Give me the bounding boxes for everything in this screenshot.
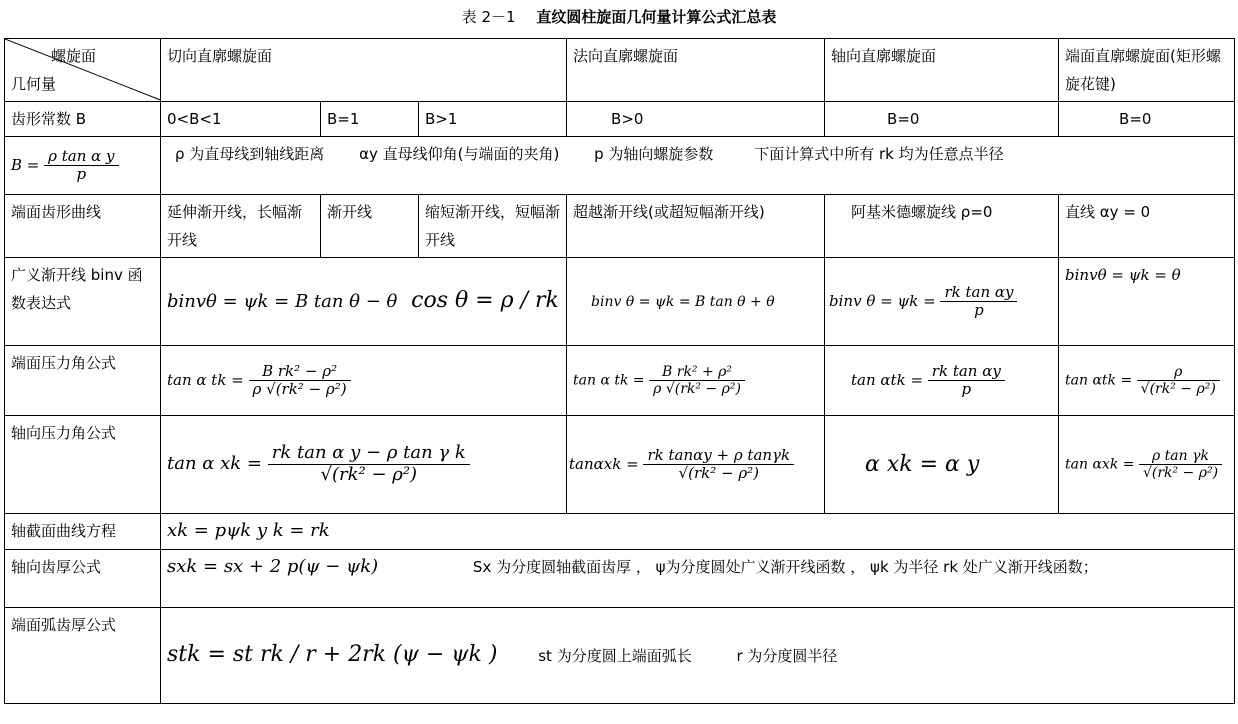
row-b-formula <box>5 137 1235 195</box>
transverse-thickness-eq: stk = st rk / r + 2rk (ψ − ψk ) <box>167 642 498 667</box>
row-transverse-pressure <box>5 346 1235 416</box>
note-rk: 下面计算式中所有 rk 均为任意点半径 <box>754 145 1004 163</box>
row-axial-pressure <box>5 416 1235 514</box>
row-inv <box>5 258 1235 346</box>
b-formula-den: p <box>76 165 87 183</box>
corner-top-label: 螺旋面 <box>51 47 97 65</box>
tpa-formula-2: tan α tk = $\frac{\text{B rk² + ρ²}}{\text{ρ √(rk² − ρ²)}}$ <box>567 346 825 416</box>
table-title <box>0 6 1238 27</box>
row-label: 端面齿形曲线 <box>5 195 161 258</box>
note-p: p 为轴向螺旋参数 <box>594 145 714 163</box>
apa-formula-4: tan αxk = $\frac{\text{ρ tan γk}}{\text{√(rk² − ρ²)}}$ <box>1059 416 1235 514</box>
inv-formula-3: binv θ = ψk = $\frac{\text{rk tan αy}}{p}$ <box>825 258 1059 346</box>
header-normal: 法向直廓螺旋面 <box>567 39 825 102</box>
apa-formula-3: α xk = α y <box>825 416 1059 514</box>
tpa-formula-3: tan αtk = $\frac{\text{rk tan αy}}{p}$ <box>825 346 1059 416</box>
inv-formula-4: binvθ = ψk = θ <box>1059 258 1235 346</box>
b-value-3: B>1 <box>419 102 567 137</box>
b-value-4: B>0 <box>567 102 825 137</box>
axial-curve-eq: xk = pψk y k = rk <box>161 514 1235 550</box>
header-transverse: 端面直廓螺旋面(矩形螺旋花键) <box>1059 39 1235 102</box>
corner-cell <box>5 39 161 102</box>
header-tangential: 切向直廓螺旋面 <box>161 39 567 102</box>
row-axial-curve <box>5 514 1235 550</box>
header-axial: 轴向直廓螺旋面 <box>825 39 1059 102</box>
curve-3: 缩短渐开线，短幅渐开线 <box>419 195 567 258</box>
b-value-1: 0<B<1 <box>161 102 321 137</box>
row-curve <box>5 195 1235 258</box>
b-formula-lhs: B = <box>11 155 40 174</box>
table-caption: 直纹圆柱旋面几何量计算公式汇总表 <box>536 8 777 26</box>
b-value-6: B=0 <box>1059 102 1235 137</box>
b-value-5: B=0 <box>825 102 1059 137</box>
apa-formula-1: tan α xk = $\frac{\text{rk tan α y − ρ tan γ k}}{\text{√(rk² − ρ²)}}$ <box>161 416 567 514</box>
corner-bottom-label: 几何量 <box>11 75 57 93</box>
note-rho: ρ 为直母线到轴线距离 <box>175 145 325 163</box>
row-label: 轴向齿厚公式 <box>5 550 161 608</box>
axial-thickness-note: Sx 为分度圆轴截面齿厚 ， ψ为分度圆处广义渐开线函数 ， ψk 为半径 rk 处广义渐开线函数； <box>472 558 1098 576</box>
table-number: 表 2－1 <box>461 8 516 26</box>
row-label: 广义渐开线 binv 函数表达式 <box>5 258 161 346</box>
row-label: 端面压力角公式 <box>5 346 161 416</box>
curve-1: 延伸渐开线，长幅渐开线 <box>161 195 321 258</box>
note-alpha: αy 直母线仰角(与端面的夹角) <box>359 145 560 163</box>
curve-6: 直线 αy = 0 <box>1059 195 1235 258</box>
row-transverse-thickness <box>5 608 1235 704</box>
transverse-thickness-cell <box>161 608 1235 704</box>
transverse-thickness-note1: st 为分度圆上端面弧长 <box>538 647 692 665</box>
curve-2: 渐开线 <box>321 195 419 258</box>
axial-thickness-eq: sxk = sx + 2 p(ψ − ψk) <box>167 556 379 577</box>
row-label: 轴向压力角公式 <box>5 416 161 514</box>
axial-thickness-cell <box>161 550 1235 608</box>
row-label: 端面弧齿厚公式 <box>5 608 161 704</box>
formula-table <box>4 38 1235 704</box>
b-formula-num: ρ tan α y <box>44 148 118 166</box>
b-formula <box>5 137 161 195</box>
tpa-formula-1: tan α tk = $\frac{\text{B rk² − ρ²}}{\text{ρ √(rk² − ρ²)}}$ <box>161 346 567 416</box>
row-label: 轴截面曲线方程 <box>5 514 161 550</box>
inv-formula-2: binv θ = ψk = B tan θ + θ <box>567 258 825 346</box>
header-row <box>5 39 1235 102</box>
transverse-thickness-note2: r 为分度圆半径 <box>736 647 838 665</box>
b-value-2: B=1 <box>321 102 419 137</box>
inv-formula-1: binvθ = ψk = B tan θ − θ cos θ = ρ / rk <box>161 258 567 346</box>
apa-formula-2: tanαxk = $\frac{\text{rk tanαy + ρ tanγk}}{\text{√(rk² − ρ²)}}$ <box>567 416 825 514</box>
curve-5: 阿基米德螺旋线 ρ=0 <box>825 195 1059 258</box>
curve-4: 超越渐开线(或超短幅渐开线) <box>567 195 825 258</box>
row-label: 齿形常数 B <box>5 102 161 137</box>
row-axial-thickness <box>5 550 1235 608</box>
definitions-cell <box>161 137 1235 195</box>
row-b-constant <box>5 102 1235 137</box>
tpa-formula-4: tan αtk = $\frac{\rho}{\text{√(rk² − ρ²)}}$ <box>1059 346 1235 416</box>
